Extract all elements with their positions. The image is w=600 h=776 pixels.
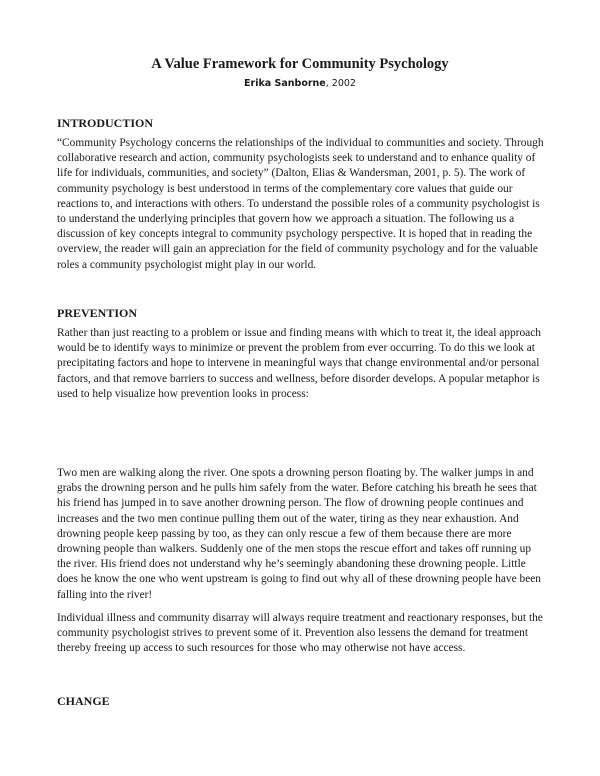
author-name: Erika Sanborne xyxy=(244,78,326,89)
document-title: A Value Framework for Community Psychology xyxy=(151,56,449,72)
prevention-metaphor-paragraph: Two men are walking along the river. One spots a drowning person floating by. The walker jumps in and grabs the drowning person and he pulls him safely from the water. Before catching his breath he sees that his friend has jumped in to save another drowning person. The flow of drowning people continues and increases and the two men continue pulling them out of the water, tiring as they near exhaustion. And drowning people keep passing by too, as they can only rescue a few of them because there are more drowning people than walkers. Suddenly one of the men stops the rescue effort and takes off running up the river. His friend does not understand why he’s seemingly abandoning these drowning people. Little does he know the one who went upstream is going to find out why all of these drowning people have been falling into the river! xyxy=(57,467,541,601)
introduction-heading: INTRODUCTION xyxy=(57,116,154,130)
publication-year: , 2002 xyxy=(325,78,356,89)
prevention-paragraph-1: Rather than just reacting to a problem or issue and finding means with which to treat it, the ideal approach would be to identify ways to minimize or prevent the problem from ever occurring. To do this we look at precipitating factors and hope to intervene in meaningful ways that change environmental and/or personal factors, and that remove barriers to success and wellness, before disorder develops. A popular metaphor is used to help visualize how prevention looks in process: xyxy=(57,327,541,400)
change-heading: CHANGE xyxy=(57,694,110,708)
prevention-heading: PREVENTION xyxy=(57,306,138,320)
byline xyxy=(0,78,600,89)
prevention-paragraph-3: Individual illness and community disarray will always require treatment and reactionary responses, but the community psychologist strives to prevent some of it. Prevention also lessens the demand for treatment thereby freeing up access to such resources for those who may otherwise not have access. xyxy=(57,612,543,655)
introduction-paragraph: “Community Psychology concerns the relationships of the individual to communities and society. Through collaborative research and action, community psychologists seek to understand and to enhance quality of life for individuals, communities, and society” (Dalton, Elias & Wandersman, 2001, p. 5). The work of community psychology is best understood in terms of the complementary core values that guide our reactions to, and interactions with others. To understand the possible roles of a community psychologist is to understand the underlying principles that govern how we approach a situation. The following us a discussion of key concepts integral to community psychology perspective. It is hoped that in reading the overview, the reader will gain an appreciation for the field of community psychology and for the valuable roles a community psychologist might play in our world. xyxy=(57,137,544,271)
